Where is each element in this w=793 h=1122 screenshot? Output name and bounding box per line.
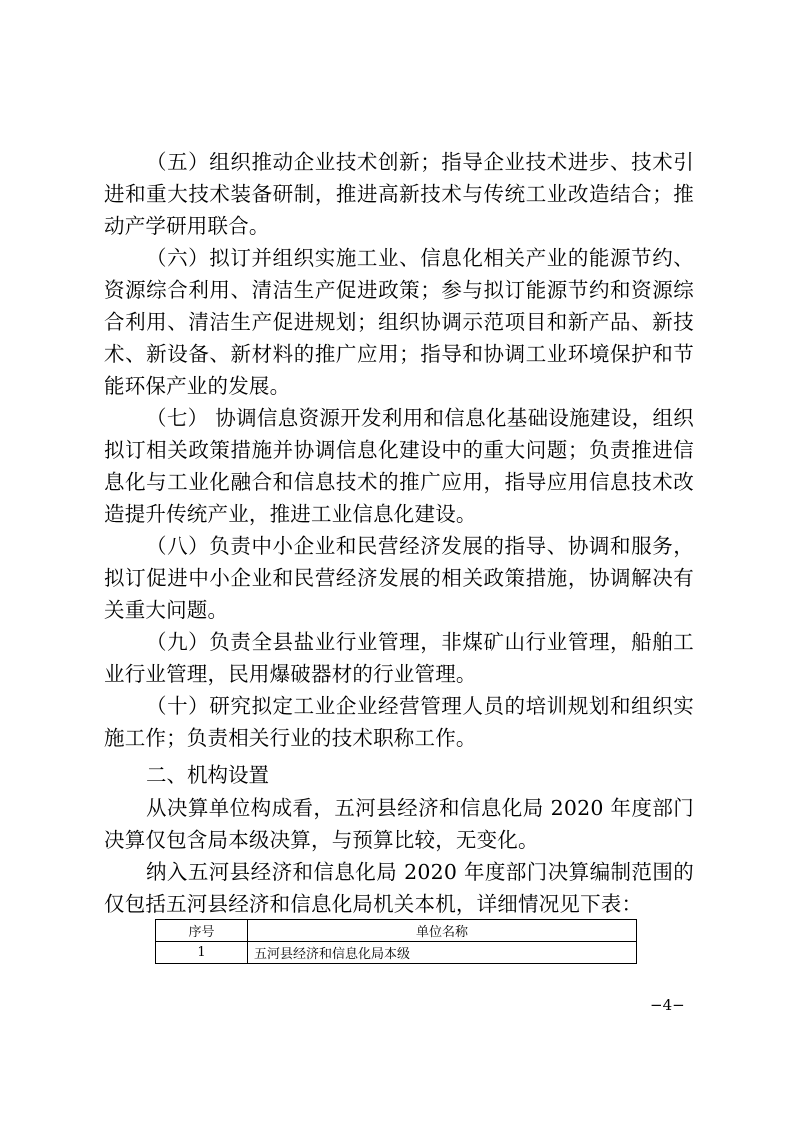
section-intro-paragraph: 从决算单位构成看，五河县经济和信息化局 2020 年度部门决算仅包含局本级决算，与预算比较，无变化。	[104, 796, 694, 852]
row-serial-number: 1	[156, 942, 248, 964]
section-heading: 二、机构设置	[146, 763, 269, 787]
header-unit-name: 单位名称	[248, 920, 637, 942]
paragraph-item-5: （五）组织推动企业技术创新；指导企业技术进步、技术引进和重大技术装备研制，推进高新技术与传统工业改造结合；推动产学研用联合。	[104, 150, 694, 238]
page-number: −4−	[650, 996, 685, 1014]
header-serial-number: 序号	[156, 920, 248, 942]
table-row	[156, 942, 637, 964]
paragraph-item-10: （十）研究拟定工业企业经营管理人员的培训规划和组织实施工作；负责相关行业的技术职称工作。	[104, 694, 694, 750]
unit-table	[155, 919, 637, 964]
row-unit-name: 五河县经济和信息化局本级	[248, 942, 637, 964]
paragraph-item-6: （六）拟订并组织实施工业、信息化相关产业的能源节约、资源综合利用、清洁生产促进政策；参与拟订能源节约和资源综合利用、清洁生产促进规划；组织协调示范项目和新产品、新技术、新设备、新材料的推广应用；指导和协调工业环境保护和节能环保产业的发展。	[104, 246, 694, 398]
paragraph-item-8: （八）负责中小企业和民营经济发展的指导、协调和服务，拟订促进中小企业和民营经济发展的相关政策措施，协调解决有关重大问题。	[104, 534, 694, 622]
paragraph-item-9: （九）负责全县盐业行业管理，非煤矿山行业管理，船舶工业行业管理，民用爆破器材的行业管理。	[104, 630, 694, 686]
section-scope-paragraph: 纳入五河县经济和信息化局 2020 年度部门决算编制范围的仅包括五河县经济和信息化局机关本机，详细情况见下表：	[104, 860, 694, 916]
paragraph-item-7: （七） 协调信息资源开发利用和信息化基础设施建设，组织拟订相关政策措施并协调信息化建设中的重大问题；负责推进信息化与工业化融合和信息技术的推广应用，指导应用信息技术改造提升传统产业，推进工业信息化建设。	[104, 406, 694, 526]
table-header-row	[156, 920, 637, 942]
